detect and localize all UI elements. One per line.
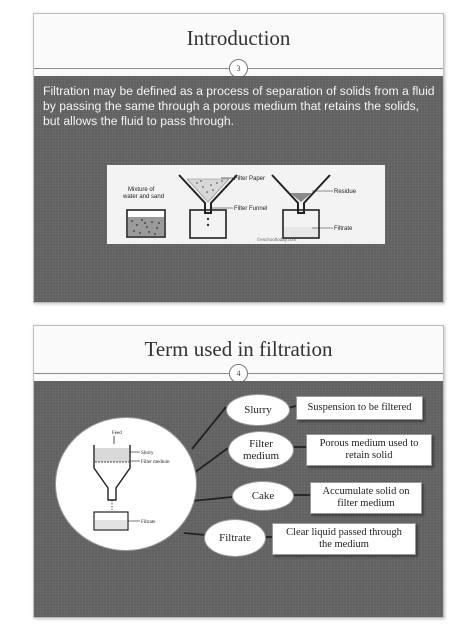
slide-body xyxy=(34,76,443,302)
term-filter-medium-label-2: medium xyxy=(242,450,280,462)
definition-slurry-text: Suspension to be filtered xyxy=(307,402,412,413)
filter-paper-label: Filter Paper xyxy=(234,176,266,182)
definition-filter-medium-line-1: Porous medium used to xyxy=(319,438,419,449)
definition-cake-line-1: Accumulate solid on xyxy=(322,486,410,497)
figure-credit: ©eschooltoday.com xyxy=(257,237,297,242)
definition-cake-line-2: filter medium xyxy=(337,498,395,509)
mixture-beaker xyxy=(127,210,165,237)
filtrate-label: Filtrate xyxy=(141,520,156,525)
feed-label: Feed xyxy=(112,431,122,436)
slide-number: 3 xyxy=(229,59,248,78)
slide-body xyxy=(34,381,443,617)
definition-filter-medium xyxy=(306,434,432,466)
definition-filtrate-line-2: the medium xyxy=(319,539,369,550)
slide-header xyxy=(34,14,443,76)
slide-header xyxy=(34,326,443,381)
slurry-label: Slurry xyxy=(141,451,154,456)
filter-vessel xyxy=(94,445,130,530)
filtration-diagram xyxy=(55,417,197,551)
filter-funnel-label: Filter Funnel xyxy=(234,206,268,212)
term-slurry xyxy=(226,394,290,426)
filtration-figure xyxy=(107,165,385,244)
term-filtrate-label: Filtrate xyxy=(219,532,251,544)
filtrate-label: Filtrate xyxy=(334,226,353,232)
term-cake-label: Cake xyxy=(251,490,275,502)
term-filter-medium xyxy=(228,431,294,469)
definition-filter-medium-line-2: retain solid xyxy=(345,450,393,461)
residue-label: Residue xyxy=(334,189,357,195)
definition-filtrate xyxy=(272,523,416,555)
definition-cake xyxy=(310,482,422,514)
term-slurry-label: Slurry xyxy=(244,404,272,416)
slide-number: 4 xyxy=(229,364,248,383)
slide-title: Term used in filtration xyxy=(144,337,333,361)
mixture-label-2: water and sand xyxy=(123,194,165,200)
term-filter-medium-label-1: Filter xyxy=(249,438,273,450)
definition-text: Filtration may be defined as a process of separation of solids from a fluid by passing the same through a porous medium that retains the solids, but allows the fluid to pass through. xyxy=(43,84,435,128)
filter-funnel xyxy=(179,175,237,238)
definition-slurry xyxy=(296,396,423,420)
slide-title: Introduction xyxy=(186,26,291,50)
residue-funnel xyxy=(272,175,330,238)
term-filtrate xyxy=(204,519,266,557)
slide-introduction xyxy=(33,13,444,303)
definition-filtrate-line-1: Clear liquid passed through xyxy=(286,527,402,538)
slide-terms xyxy=(33,325,444,618)
term-cake xyxy=(232,481,294,511)
filter-medium-label: Filter medium xyxy=(141,460,170,465)
mixture-label: Mixture of xyxy=(128,187,155,193)
